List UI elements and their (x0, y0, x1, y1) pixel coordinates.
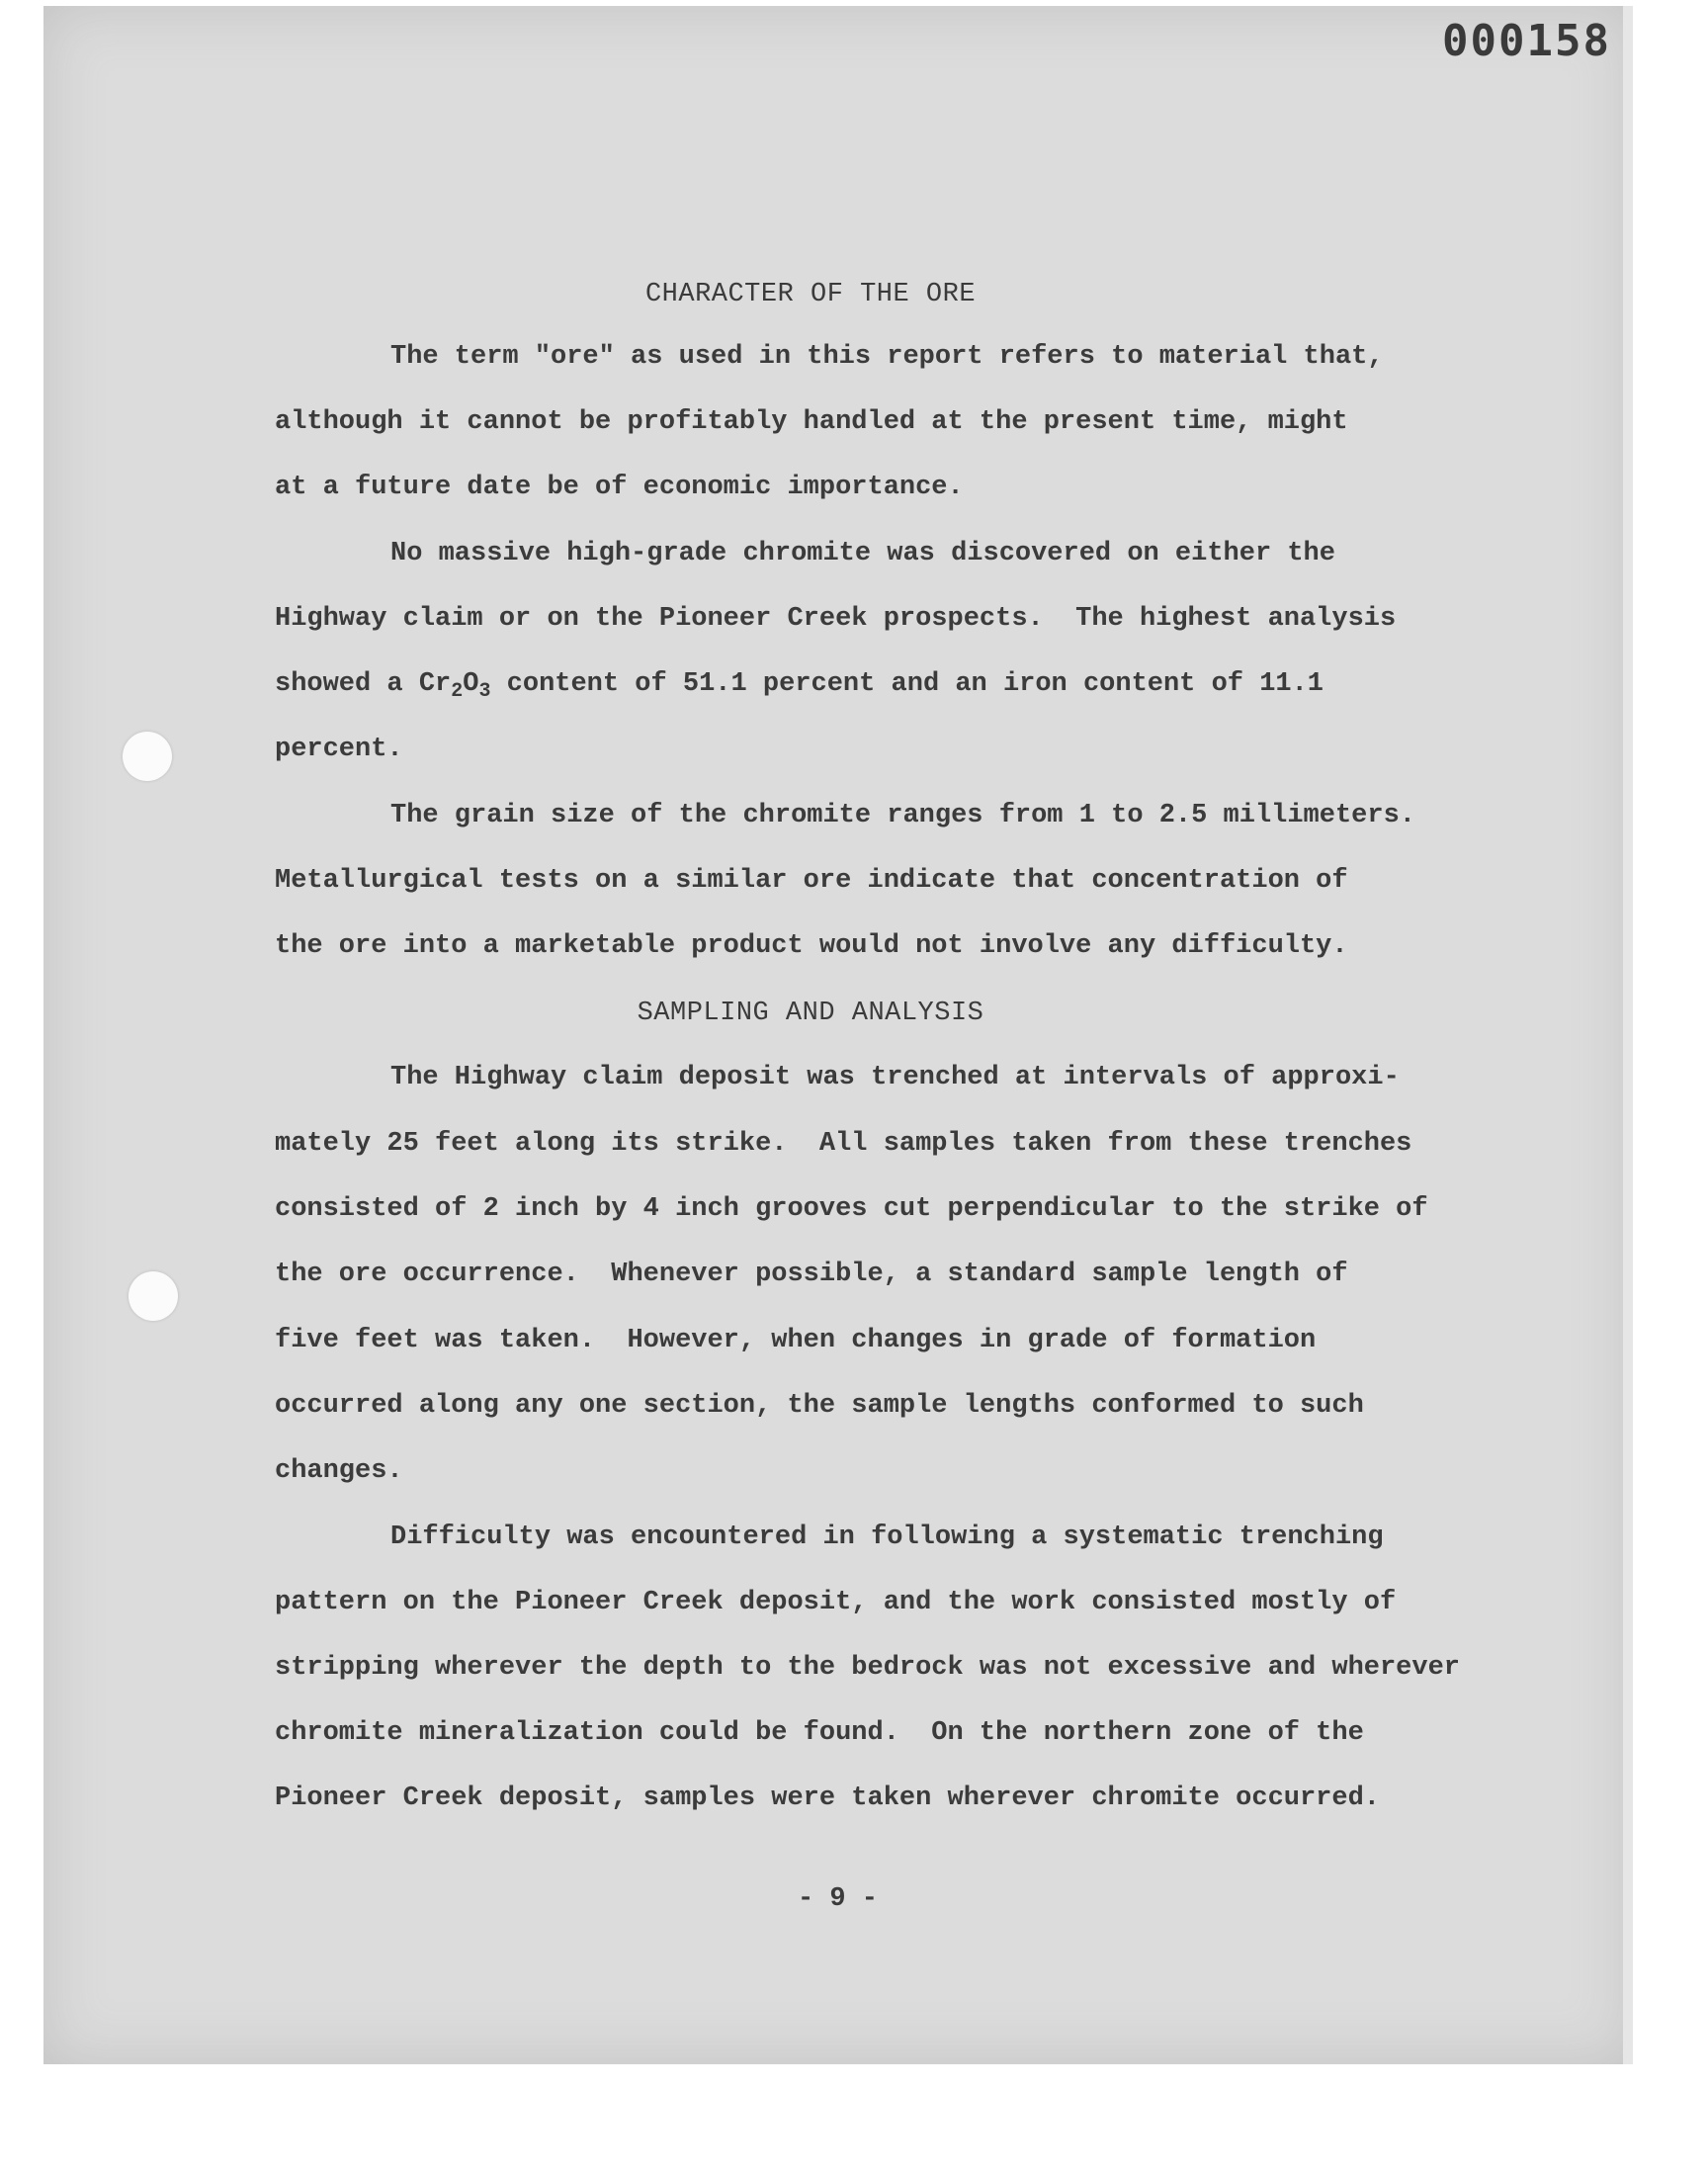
formula-text-before: showed a Cr (275, 669, 452, 699)
text-line: Difficulty was encountered in following a systematic trenching (390, 1522, 1384, 1552)
text-line: mately 25 feet along its strike. All samples taken from these trenches (275, 1129, 1412, 1159)
text-line: Pioneer Creek deposit, samples were taken wherever chromite occurred. (275, 1784, 1380, 1813)
text-line: The term "ore" as used in this report refers to material that, (390, 342, 1384, 372)
text-line: stripping wherever the depth to the bedrock was not excessive and wherever (275, 1653, 1460, 1683)
text-line: occurred along any one section, the sample lengths conformed to such (275, 1391, 1364, 1421)
text-line-formula (275, 668, 1324, 703)
text-line: percent. (275, 735, 403, 764)
text-line: The grain size of the chromite ranges from 1 to 2.5 millimeters. (390, 801, 1415, 830)
sheet-edge (1623, 6, 1633, 2064)
document-id-stamp: 000158 (1442, 16, 1611, 66)
section-heading-sampling-analysis: SAMPLING AND ANALYSIS (637, 999, 984, 1028)
text-line: changes. (275, 1456, 403, 1486)
text-line: The Highway claim deposit was trenched at intervals of approxi- (390, 1063, 1400, 1092)
punch-hole-top (123, 732, 172, 781)
text-line: consisted of 2 inch by 4 inch grooves cut perpendicular to the strike of (275, 1194, 1428, 1224)
text-line: the ore into a marketable product would not involve any difficulty. (275, 931, 1348, 961)
formula-subscript: 3 (478, 680, 491, 703)
text-line: Highway claim or on the Pioneer Creek prospects. The highest analysis (275, 604, 1397, 634)
text-line: at a future date be of economic importance. (275, 473, 964, 502)
text-line: No massive high-grade chromite was discovered on either the (390, 539, 1335, 568)
text-line: chromite mineralization could be found. On the northern zone of the (275, 1718, 1364, 1748)
section-heading-character-of-ore: CHARACTER OF THE ORE (644, 280, 977, 309)
formula-text-after: content of 51.1 percent and an iron content of 11.1 (490, 669, 1324, 699)
text-line: five feet was taken. However, when changes in grade of formation (275, 1326, 1317, 1355)
punch-hole-bottom (128, 1271, 178, 1321)
text-line: pattern on the Pioneer Creek deposit, and the work consisted mostly of (275, 1588, 1397, 1617)
text-line: the ore occurrence. Whenever possible, a standard sample length of (275, 1260, 1348, 1289)
text-line: although it cannot be profitably handled at the present time, might (275, 407, 1348, 437)
formula-text-oxygen: O (463, 669, 479, 699)
page-number: - 9 - (797, 1884, 878, 1914)
formula-subscript: 2 (451, 680, 464, 703)
document-sheet (43, 6, 1633, 2064)
text-line: Metallurgical tests on a similar ore indicate that concentration of (275, 866, 1348, 896)
